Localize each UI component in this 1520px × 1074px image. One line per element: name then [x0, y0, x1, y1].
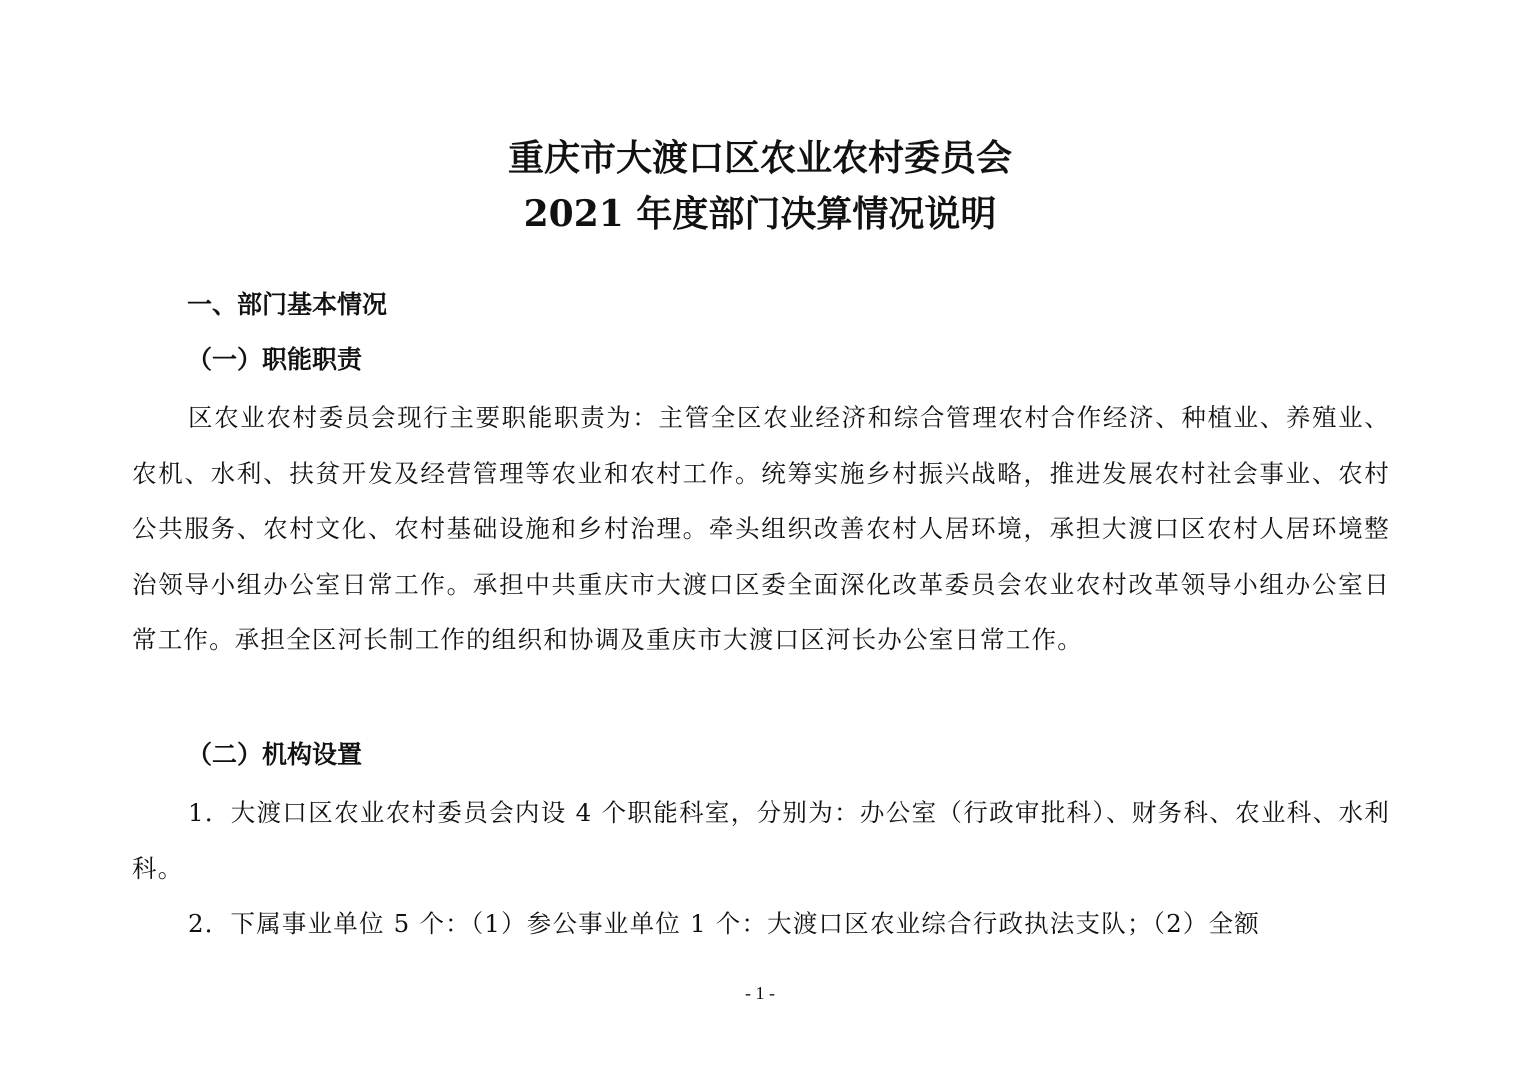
functions-paragraph: 区农业农村委员会现行主要职能职责为：主管全区农业经济和综合管理农村合作经济、种植业、养殖业、农机、水利、扶贫开发及经营管理等农业和农村工作。统筹实施乡村振兴战略，推进发展农村社会事业、农村公共服务、农村文化、农村基础设施和乡村治理。牵头组织改善农村人居环境，承担大渡口区农村人居环境整治领导小组办公室日常工作。承担中共重庆市大渡口区委全面深化改革委员会农业农村改革领导小组办公室日常工作。承担全区河长制工作的组织和协调及重庆市大渡口区河长办公室日常工作。 [132, 403, 1390, 654]
document-title-line1: 重庆市大渡口区农业农村委员会 [507, 137, 1012, 179]
organization-item-1: 1．大渡口区农业农村委员会内设 4 个职能科室，分别为：办公室（行政审批科）、财务科、农业科、水利科。 [132, 798, 1390, 883]
subsection-heading-organization: （二）机构设置 [187, 740, 363, 769]
document-title-line2: 2021 年度部门决算情况说明 [523, 193, 997, 235]
subsection-heading-functions: （一）职能职责 [187, 345, 363, 374]
section-heading-basic-info: 一、部门基本情况 [187, 290, 388, 319]
organization-item-2: 2．下属事业单位 5 个：（1）参公事业单位 1 个：大渡口区农业综合行政执法支队；（2）全额 [188, 909, 1260, 938]
page-number: - 1 - [745, 983, 775, 1003]
